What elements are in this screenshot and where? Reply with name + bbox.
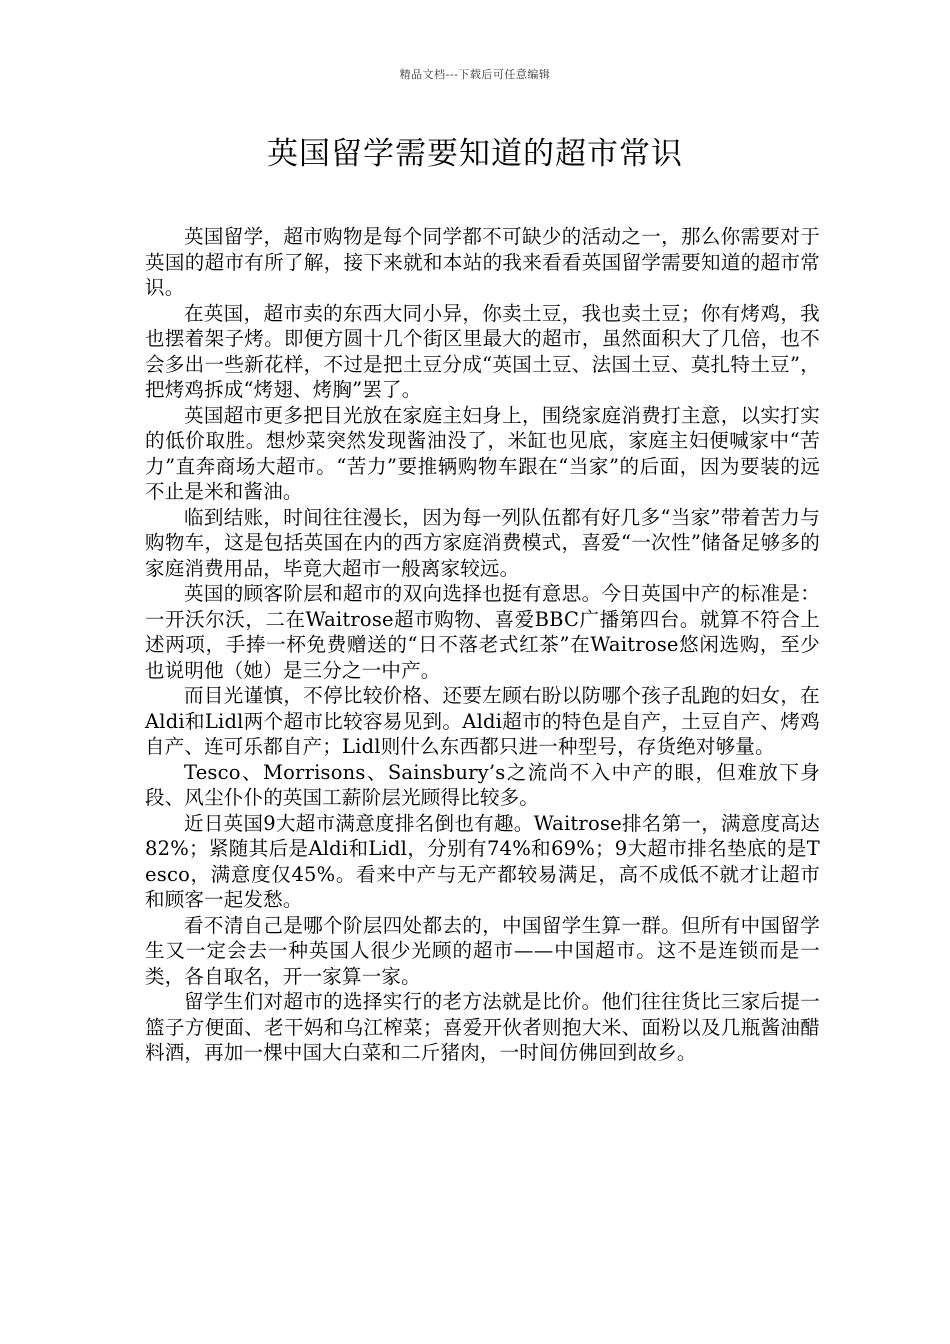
paragraph-10: 留学生们对超市的选择实行的老方法就是比价。他们往往货比三家后提一篮子方便面、老干妈和乌江榨菜；喜爱开伙者则抱大米、面粉以及几瓶酱油醋料酒，再加一棵中国大白菜和二斤猪肉，一时间仿佛回到故乡。	[145, 990, 820, 1064]
paragraph-4: 临到结账，时间往往漫长，因为每一列队伍都有好几多“当家”带着苦力与购物车，这是包括英国在内的西方家庭消费模式，喜爱“一次性”储备足够多的家庭消费用品，毕竟大超市一般离家较远。	[145, 505, 820, 580]
paragraph-5: 英国的顾客阶层和超市的双向选择也挺有意思。今日英国中产的标准是：一开沃尔沃，二在Waitrose超市购物、喜爱BBC广播第四台。就算不符合上述两项，手捧一杯免费赠送的“日不落老式红茶”在Waitrose悠闲选购，至少也说明他（她）是三分之一中产。	[145, 582, 820, 682]
document-body	[145, 224, 820, 1066]
paragraph-8: 近日英国9大超市满意度排名倒也有趣。Waitrose排名第一，满意度高达82%；紧随其后是Aldi和Lidl，分别有74%和69%；9大超市排名垫底的是Tesco，满意度仅45%。看来中产与无产都较易满足，高不成低不就才让超市和顾客一起发愁。	[145, 811, 820, 911]
paragraph-9: 看不清自己是哪个阶层四处都去的，中国留学生算一群。但所有中国留学生又一定会去一种英国人很少光顾的超市——中国超市。这不是连锁而是一类，各自取名，开一家算一家。	[145, 913, 820, 988]
document-title: 英国留学需要知道的超市常识	[267, 136, 683, 172]
paragraph-6: 而目光谨慎，不停比较价格、还要左顾右盼以防哪个孩子乱跑的妇女，在Aldi和Lidl两个超市比较容易见到。Aldi超市的特色是自产，土豆自产、烤鸡自产、连可乐都自产；Lidl则什么东西都只进一种型号，存货绝对够量。	[145, 684, 820, 758]
header-note: 精品文档---下载后可任意编辑	[399, 68, 551, 81]
paragraph-7: Tesco、Morrisons、Sainsbury’s之流尚不入中产的眼，但难放下身段、风尘仆仆的英国工薪阶层光顾得比较多。	[145, 760, 820, 809]
paragraph-3: 英国超市更多把目光放在家庭主妇身上，围绕家庭消费打主意，以实打实的低价取胜。想炒菜突然发现酱油没了，米缸也见底，家庭主妇便喊家中“苦力”直奔商场大超市。“苦力”要推辆购物车跟在“当家”的后面，因为要装的远不止是米和酱油。	[145, 403, 820, 503]
paragraph-1: 英国留学，超市购物是每个同学都不可缺少的活动之一，那么你需要对于英国的超市有所了解，接下来就和本站的我来看看英国留学需要知道的超市常识。	[145, 225, 820, 299]
paragraph-2: 在英国，超市卖的东西大同小异，你卖土豆，我也卖土豆；你有烤鸡，我也摆着架子烤。即便方圆十几个街区里最大的超市，虽然面积大了几倍，也不会多出一些新花样，不过是把土豆分成“英国土豆、法国土豆、莫扎特土豆”，把烤鸡拆成“烤翅、烤胸”罢了。	[145, 301, 820, 401]
